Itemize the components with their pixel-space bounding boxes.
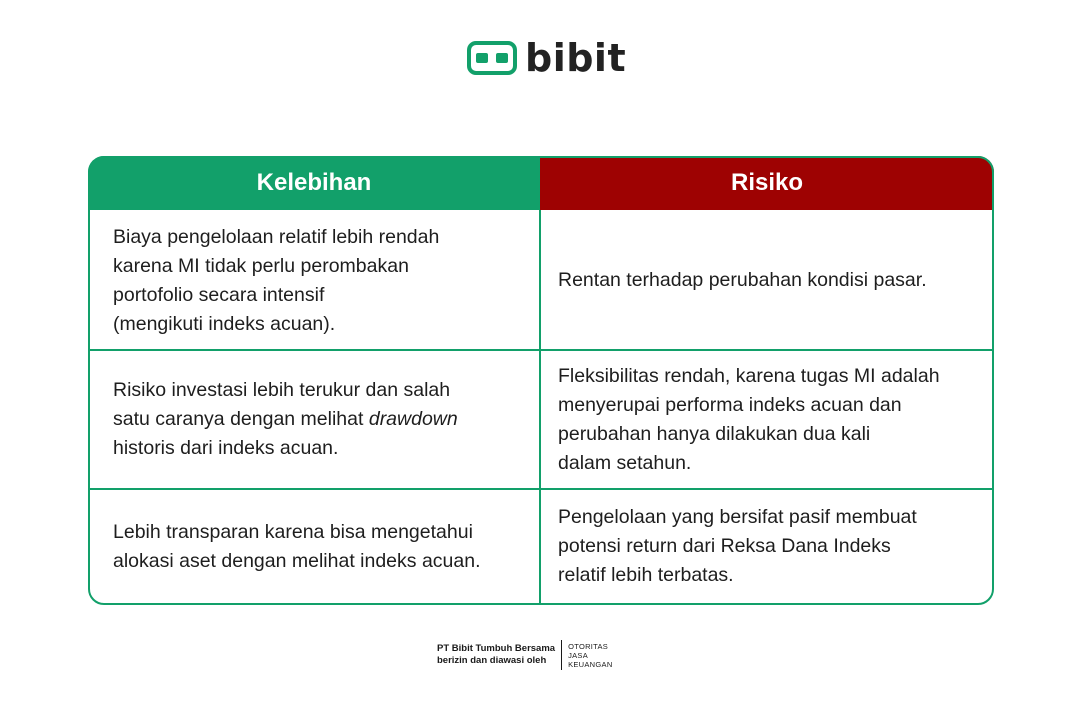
bibit-logo [467,38,626,78]
cell-line: dalam setahun. [558,451,692,474]
supervision-text: berizin dan diawasi oleh [437,655,547,666]
ojk-logo [568,642,613,669]
kelebihan-cell-3 [113,490,533,603]
risiko-cell-3 [558,490,990,603]
bibit-logo-icon [467,41,517,75]
kelebihan-cell-1 [113,212,533,349]
cell-line: Risiko investasi lebih terukur dan salah [113,379,451,401]
ojk-line: KEUANGAN [568,659,613,669]
cell-line: satu caranya dengan melihat [113,408,369,430]
comparison-table [88,156,994,605]
ojk-line: OTORITAS [568,641,609,651]
logo-wordmark: bibit [525,36,627,80]
footer-disclaimer [437,640,613,670]
cell-line: Fleksibilitas rendah, karena tugas MI adalah [558,364,940,387]
kelebihan-cell-2 [113,351,533,488]
ojk-line: JASA [568,650,589,660]
cell-line: Biaya pengelolaan relatif lebih rendah [113,225,440,248]
company-name: PT Bibit Tumbuh Bersama [437,643,556,654]
cell-line: potensi return dari Reksa Dana Indeks [558,535,891,557]
footer-company-info [437,643,555,667]
header-kelebihan: Kelebihan [88,156,540,210]
cell-line: menyerupai performa indeks acuan dan [558,393,902,416]
cell-line: portofolio secara intensif [113,283,325,306]
header-risiko: Risiko [540,156,994,210]
cell-line: Pengelolaan yang bersifat pasif membuat [558,506,917,528]
cell-line: perubahan hanya dilakukan dua kali [558,422,871,445]
footer-separator [561,640,562,670]
risiko-cell-2 [558,351,990,488]
cell-line: karena MI tidak perlu perombakan [113,254,409,277]
cell-line: (mengikuti indeks acuan). [113,312,336,335]
cell-line: historis dari indeks acuan. [113,437,339,459]
cell-line: relatif lebih terbatas. [558,564,734,586]
cell-line: alokasi aset dengan melihat indeks acuan. [113,549,481,572]
cell-line: Lebih transparan karena bisa mengetahui [113,520,473,543]
cell-line: Rentan terhadap perubahan kondisi pasar. [558,269,927,291]
risiko-cell-1 [558,212,990,349]
drawdown-term: drawdown [368,408,458,430]
